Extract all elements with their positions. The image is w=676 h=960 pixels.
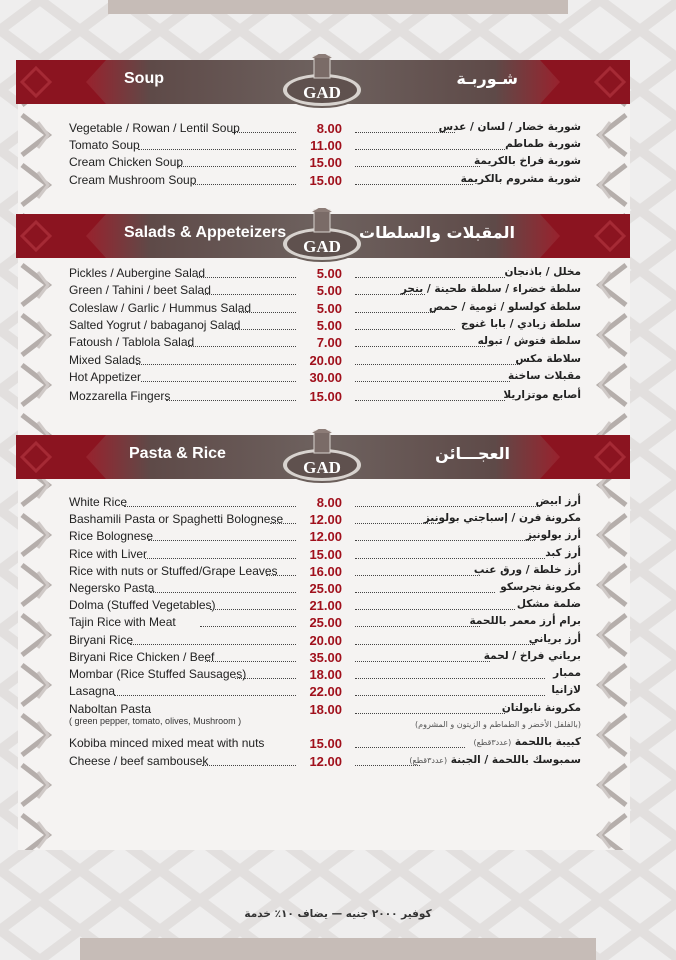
- item-price: 35.00: [309, 650, 342, 665]
- dot-leader: [355, 184, 473, 185]
- item-name-ar: ممبار: [553, 667, 581, 679]
- item-name-ar: مخلل / باذنجان: [504, 266, 581, 278]
- item-name-en: Cheese / beef sambousek: [69, 754, 209, 768]
- banner-ornament: [540, 214, 630, 258]
- bottom-decorative-bar: [80, 938, 596, 960]
- dot-leader: [197, 277, 296, 278]
- menu-item: [0, 138, 676, 155]
- item-price: 8.00: [316, 495, 342, 510]
- menu-item: [0, 581, 676, 598]
- dot-leader: [232, 329, 296, 330]
- item-price: 21.00: [309, 598, 342, 613]
- item-name-ar-text: سمبوسك باللحمة / الجبنة: [450, 754, 581, 766]
- menu-item: [0, 370, 676, 387]
- item-qty: (عدد٣قطع): [409, 756, 448, 765]
- item-name-ar: [409, 754, 581, 766]
- dot-leader: [355, 575, 480, 576]
- item-price: 25.00: [309, 615, 342, 630]
- menu-item: [0, 266, 676, 283]
- menu-item: [0, 283, 676, 300]
- menu-item: [0, 529, 676, 546]
- section-title-ar: شـوربـة: [456, 69, 518, 88]
- item-price: 11.00: [310, 138, 342, 153]
- menu-item: [0, 754, 676, 771]
- dot-leader: [355, 277, 505, 278]
- item-description-ar: (بالفلفل الأخضر و الطماطم و الزيتون و المشروم): [415, 720, 581, 729]
- item-name-ar: مكرونة نابولتان: [501, 702, 581, 714]
- item-name-ar: مقبلات ساخنة: [507, 370, 581, 382]
- item-name-en: Kobiba minced mixed meat with nuts: [69, 736, 265, 750]
- item-name-en: Cream Chicken Soup: [69, 155, 184, 169]
- dot-leader: [355, 381, 510, 382]
- item-name-en: Cream Mushroom Soup: [69, 173, 197, 187]
- item-price: 18.00: [309, 702, 342, 717]
- dot-leader: [138, 149, 296, 150]
- dot-leader: [355, 346, 485, 347]
- item-name-ar: مكرونة نجرسكو: [500, 581, 581, 593]
- item-name-en: Salted Yogrut / babaganoj Salad: [69, 318, 241, 332]
- menu-item: [0, 121, 676, 138]
- item-name-en: Coleslaw / Garlic / Hummus Salad: [69, 301, 252, 315]
- soup-section-banner: [16, 60, 630, 104]
- banner-ornament: [540, 435, 630, 479]
- dot-leader: [355, 626, 480, 627]
- dot-leader: [355, 747, 465, 748]
- item-name-ar: سلطة كولسلو / ثومية / حمص: [429, 301, 581, 313]
- menu-item: [0, 650, 676, 667]
- item-name-ar: شوربة خضار / لسان / عدس: [438, 121, 581, 133]
- dot-leader: [200, 626, 296, 627]
- item-name-ar: أرز خلطة / ورق عنب: [473, 564, 581, 576]
- menu-item: [0, 389, 676, 406]
- dot-leader: [232, 132, 296, 133]
- menu-item: [0, 301, 676, 318]
- dot-leader: [178, 166, 296, 167]
- dot-leader: [355, 713, 505, 714]
- dot-leader: [355, 609, 515, 610]
- dot-leader: [355, 592, 495, 593]
- item-name-en: Mozzarella Fingers: [69, 389, 171, 403]
- item-price: 8.00: [316, 121, 342, 136]
- item-name-ar: [474, 736, 581, 748]
- section-title-ar: العجـــائن: [435, 444, 510, 463]
- item-price: 22.00: [309, 684, 342, 699]
- dot-leader: [355, 166, 480, 167]
- dot-leader: [266, 575, 296, 576]
- item-price: 15.00: [309, 173, 342, 188]
- item-name-ar: أصابع موتزاريلا: [503, 389, 581, 401]
- item-name-ar: سلطة زبادي / بابا غنوج: [461, 318, 581, 330]
- section-title-en: Soup: [124, 70, 164, 87]
- menu-item: [0, 736, 676, 753]
- item-price: 5.00: [316, 283, 342, 298]
- dot-leader: [270, 523, 296, 524]
- item-price: 15.00: [309, 389, 342, 404]
- item-price: 5.00: [316, 318, 342, 333]
- menu-item: [0, 547, 676, 564]
- dot-leader: [355, 661, 490, 662]
- dot-leader: [114, 695, 296, 696]
- item-price: 12.00: [309, 512, 342, 527]
- item-name-en: Rice with Liver: [69, 547, 148, 561]
- menu-item: [0, 155, 676, 172]
- dot-leader: [166, 400, 296, 401]
- dot-leader: [355, 364, 520, 365]
- menu-item: [0, 667, 676, 684]
- banner-ornament: [540, 60, 630, 104]
- menu-item: [0, 633, 676, 650]
- item-name-ar: سلاطة مكس: [515, 353, 581, 365]
- item-name-ar: برام أرز معمر باللحمة: [469, 615, 581, 627]
- item-name-ar: برياني فراخ / لحمة: [483, 650, 581, 662]
- item-description-en: ( green pepper, tomato, olives, Mushroom ): [69, 716, 242, 726]
- item-qty: (عدد٣قطع): [473, 738, 512, 747]
- dot-leader: [355, 149, 505, 150]
- menu-item: [0, 173, 676, 190]
- menu-item: [0, 615, 676, 632]
- svg-text:GAD: GAD: [303, 83, 341, 102]
- dot-leader: [141, 381, 296, 382]
- item-name-en: Negersko Pasta: [69, 581, 155, 595]
- menu-item: [0, 684, 676, 701]
- item-price: 20.00: [309, 353, 342, 368]
- item-name-en: Bashamili Pasta or Spaghetti Bolognese: [69, 512, 284, 526]
- item-name-en: White Rice: [69, 495, 128, 509]
- item-name-ar: شوربة طماطم: [505, 138, 581, 150]
- item-price: 5.00: [316, 301, 342, 316]
- dot-leader: [148, 540, 296, 541]
- item-name-en: Vegetable / Rowan / Lentil Soup: [69, 121, 240, 135]
- item-name-ar: أرز برياني: [528, 633, 581, 645]
- item-name-ar: شوربة فراخ بالكريمة: [474, 155, 581, 167]
- section-title-ar: المقبلات والسلطات: [359, 223, 515, 242]
- dot-leader: [205, 661, 296, 662]
- item-price: 12.00: [309, 754, 342, 769]
- dot-leader: [203, 294, 296, 295]
- dot-leader: [235, 678, 296, 679]
- item-price: 15.00: [309, 155, 342, 170]
- banner-ornament: [16, 60, 106, 104]
- item-name-en: Pickles / Aubergine Salad: [69, 266, 206, 280]
- dot-leader: [150, 592, 296, 593]
- item-name-en: Naboltan Pasta: [69, 702, 152, 716]
- dot-leader: [124, 506, 296, 507]
- menu-item: [0, 495, 676, 512]
- menu-item: [0, 335, 676, 352]
- item-price: 15.00: [309, 736, 342, 751]
- dot-leader: [239, 312, 296, 313]
- item-name-ar: أرز ابيض: [535, 495, 581, 507]
- menu-item: [0, 318, 676, 335]
- dot-leader: [202, 765, 296, 766]
- item-price: 15.00: [309, 547, 342, 562]
- svg-text:GAD: GAD: [303, 458, 341, 477]
- item-name-ar-text: كبيبة باللحمة: [514, 736, 581, 748]
- item-name-ar: لازانيا: [551, 684, 581, 696]
- dot-leader: [145, 558, 296, 559]
- dot-leader: [355, 558, 545, 559]
- item-name-en: Rice with nuts or Stuffed/Grape Leaves: [69, 564, 278, 578]
- item-name-ar: أرز كبد: [545, 547, 581, 559]
- pasta-section-banner: [16, 435, 630, 479]
- item-name-en: Green / Tahini / beet Salad: [69, 283, 211, 297]
- dot-leader: [355, 400, 505, 401]
- dot-leader: [188, 346, 296, 347]
- salads-section-banner: [16, 214, 630, 258]
- item-name-ar: ضلمة مشكل: [516, 598, 581, 610]
- banner-ornament: [16, 435, 106, 479]
- item-name-ar: سلطة فتوش / تبوله: [477, 335, 581, 347]
- item-name-en: Mombar (Rice Stuffed Sausages): [69, 667, 247, 681]
- menu-item: [0, 353, 676, 370]
- dot-leader: [355, 695, 545, 696]
- svg-text:GAD: GAD: [303, 237, 341, 256]
- menu-item: [0, 564, 676, 581]
- dot-leader: [210, 609, 296, 610]
- dot-leader: [136, 364, 296, 365]
- dot-leader: [355, 644, 535, 645]
- item-price: 30.00: [309, 370, 342, 385]
- dot-leader: [130, 644, 296, 645]
- menu-item: [0, 512, 676, 529]
- dot-leader: [355, 329, 455, 330]
- item-price: 7.00: [316, 335, 342, 350]
- item-name-en: Dolma (Stuffed Vegetables): [69, 598, 216, 612]
- item-name-en: Rice Bolognese: [69, 529, 154, 543]
- item-name-en: Biryani Rice Chicken / Beef: [69, 650, 215, 664]
- item-name-en: Fatoush / Tablola Salad: [69, 335, 195, 349]
- item-name-en: Hot Appetizer: [69, 370, 142, 384]
- item-name-en: Biryani Rice: [69, 633, 134, 647]
- dot-leader: [355, 506, 540, 507]
- dot-leader: [355, 540, 535, 541]
- item-name-ar: مكرونة فرن / إسباجتي بولونيز: [423, 512, 581, 524]
- item-name-ar: أرز بولونيز: [525, 529, 581, 541]
- section-title-en: Salads & Appeteizers: [124, 224, 287, 241]
- item-price: 20.00: [309, 633, 342, 648]
- gad-logo: [280, 208, 364, 264]
- gad-logo: [280, 54, 364, 110]
- item-price: 25.00: [309, 581, 342, 596]
- dot-leader: [193, 184, 296, 185]
- top-decorative-bar: [108, 0, 568, 14]
- dot-leader: [355, 678, 545, 679]
- banner-ornament: [16, 214, 106, 258]
- item-name-en: Lasagna: [69, 684, 116, 698]
- item-price: 12.00: [309, 529, 342, 544]
- section-title-en: Pasta & Rice: [129, 445, 226, 462]
- footer-note: كوفير ٢٠٠٠ جنيه — يضاف ١٠٪ خدمة: [244, 908, 432, 920]
- item-name-en: Tajin Rice with Meat: [69, 615, 176, 629]
- item-name-ar: سلطة خضراء / سلطة طحينة / بنجر: [400, 283, 581, 295]
- item-price: 16.00: [309, 564, 342, 579]
- item-name-ar: شوربة مشروم بالكريمة: [460, 173, 581, 185]
- menu-item: [0, 598, 676, 615]
- item-name-en: Tomato Soup: [69, 138, 140, 152]
- item-name-en: Mixed Salads: [69, 353, 142, 367]
- item-price: 18.00: [309, 667, 342, 682]
- item-price: 5.00: [316, 266, 342, 281]
- dot-leader: [355, 312, 435, 313]
- gad-logo: [280, 429, 364, 485]
